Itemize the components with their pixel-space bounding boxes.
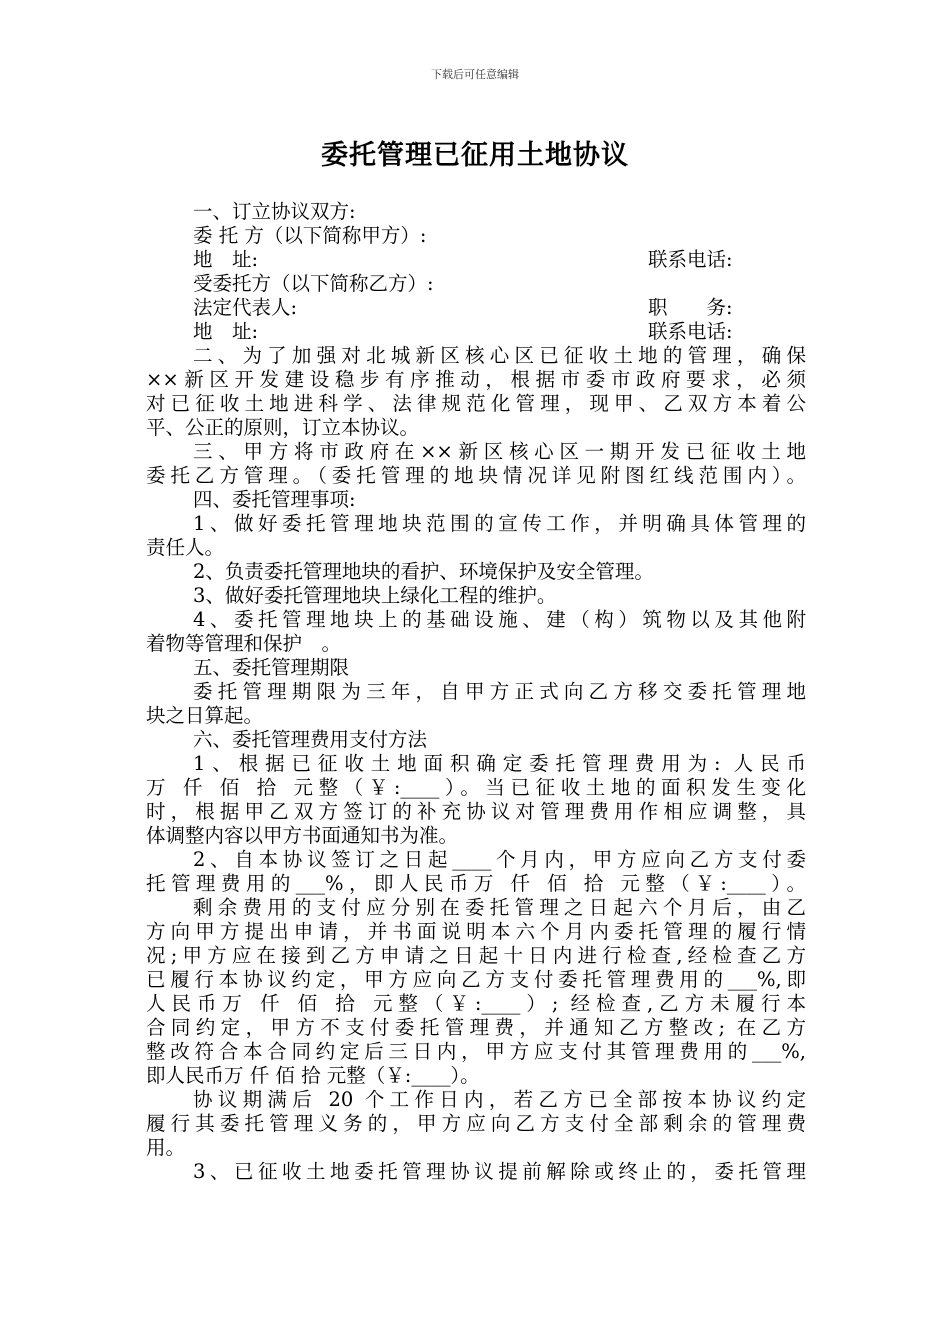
paragraph-line: 体调整内容以甲方书面通知书为准。 bbox=[146, 824, 459, 847]
section-parties-heading: 一、订立协议双方: bbox=[193, 200, 356, 223]
paragraph-line: 时，根据甲乙双方签订的补充协议对管理费用作相应调整，具 bbox=[146, 800, 806, 823]
paragraph-line: 2、自本协议签订之日起____个月内，甲方应向乙方支付委 bbox=[193, 848, 806, 871]
paragraph-line: 三、甲方将市政府在××新区核心区一期开发已征收土地 bbox=[193, 440, 806, 463]
paragraph-line: 3、已征收土地委托管理协议提前解除或终止的，委托管理 bbox=[193, 1160, 806, 1183]
paragraph-line: 平、公正的原则，订立本协议。 bbox=[146, 416, 420, 439]
paragraph-line: 1、根据已征收土地面积确定委托管理费用为: 人民币 bbox=[193, 752, 806, 775]
paragraph-line: 整改符合本合同约定后三日内，甲方应支付其管理费用的___%, bbox=[146, 1040, 806, 1063]
paragraph-line: 4、委托管理地块上的基础设施、建（构）筑物以及其他附 bbox=[193, 608, 806, 631]
page-header: 下载后可任意编辑 bbox=[431, 68, 519, 81]
paragraph-line: 即人民币万 仟 佰 拾 元整（￥:____）。 bbox=[146, 1064, 480, 1087]
section-heading: 五、委托管理期限 bbox=[193, 656, 350, 679]
paragraph-line: 责任人。 bbox=[146, 536, 225, 559]
document-title: 委托管理已征用土地协议 bbox=[321, 140, 629, 171]
paragraph-line: 人民币万 仟 佰 拾 元整（￥:____）; 经检查,乙方未履行本 bbox=[146, 992, 806, 1015]
party-b-phone-label: 联系电话: bbox=[648, 320, 733, 343]
paragraph-line: 方向甲方提出申请，并书面说明本六个月内委托管理的履行情 bbox=[146, 920, 806, 943]
paragraph-line: 合同约定，甲方不支付委托管理费，并通知乙方整改; 在乙方 bbox=[146, 1016, 806, 1039]
paragraph-line: 万 仟 佰 拾 元整（￥:____）。当已征收土地的面积发生变化 bbox=[146, 776, 806, 799]
paragraph-line: 剩余费用的支付应分别在委托管理之日起六个月后，由乙 bbox=[193, 896, 806, 919]
paragraph-line: 用。 bbox=[146, 1136, 186, 1159]
paragraph-line: 对已征收土地进科学、法律规范化管理，现甲、乙双方本着公 bbox=[146, 392, 806, 415]
paragraph-line: 况;甲方应在接到乙方申请之日起十日内进行检查,经检查乙方 bbox=[146, 944, 806, 967]
paragraph-line: 履行其委托管理义务的，甲方应向乙方支付全部剩余的管理费 bbox=[146, 1112, 806, 1135]
party-b-label: 受委托方（以下简称乙方）: bbox=[193, 272, 434, 295]
paragraph-line: 3、做好委托管理地块上绿化工程的维护。 bbox=[193, 584, 557, 607]
paragraph-line: ××新区开发建设稳步有序推动，根据市委市政府要求，必须 bbox=[146, 368, 806, 391]
paragraph-line: 块之日算起。 bbox=[146, 704, 264, 727]
paragraph-line: 委托乙方管理。（委托管理的地块情况详见附图红线范围内）。 bbox=[146, 464, 806, 487]
party-b-address-label: 地 址: bbox=[193, 320, 259, 343]
paragraph-line: 着物等管理和保护 。 bbox=[146, 632, 342, 655]
paragraph-line: 1、做好委托管理地块范围的宣传工作，并明确具体管理的 bbox=[193, 512, 806, 535]
section-heading: 四、委托管理事项: bbox=[193, 488, 356, 511]
position-label: 职 务: bbox=[648, 296, 733, 319]
party-a-phone-label: 联系电话: bbox=[648, 248, 733, 271]
paragraph-line: 协议期满后 20 个工作日内，若乙方已全部按本协议约定 bbox=[193, 1088, 806, 1111]
paragraph-line: 2、负责委托管理地块的看护、环境保护及安全管理。 bbox=[193, 560, 654, 583]
party-a-label: 委 托 方（以下简称甲方）: bbox=[193, 224, 427, 247]
document-body bbox=[146, 200, 806, 1184]
legal-rep-label: 法定代表人: bbox=[193, 296, 298, 319]
party-a-address-row bbox=[146, 248, 806, 272]
party-b-address-row bbox=[146, 320, 806, 344]
paragraph-line: 已履行本协议约定，甲方应向乙方支付委托管理费用的___%,即 bbox=[146, 968, 806, 991]
paragraph-line: 委托管理期限为三年，自甲方正式向乙方移交委托管理地 bbox=[193, 680, 806, 703]
paragraph-line: 二、为了加强对北城新区核心区已征收土地的管理，确保 bbox=[193, 344, 806, 367]
party-b-rep-row bbox=[146, 296, 806, 320]
paragraph-line: 托管理费用的___%，即人民币万 仟 佰 拾 元整（￥:____）。 bbox=[146, 872, 806, 895]
party-a-address-label: 地 址: bbox=[193, 248, 259, 271]
section-heading: 六、委托管理费用支付方法 bbox=[193, 728, 428, 751]
